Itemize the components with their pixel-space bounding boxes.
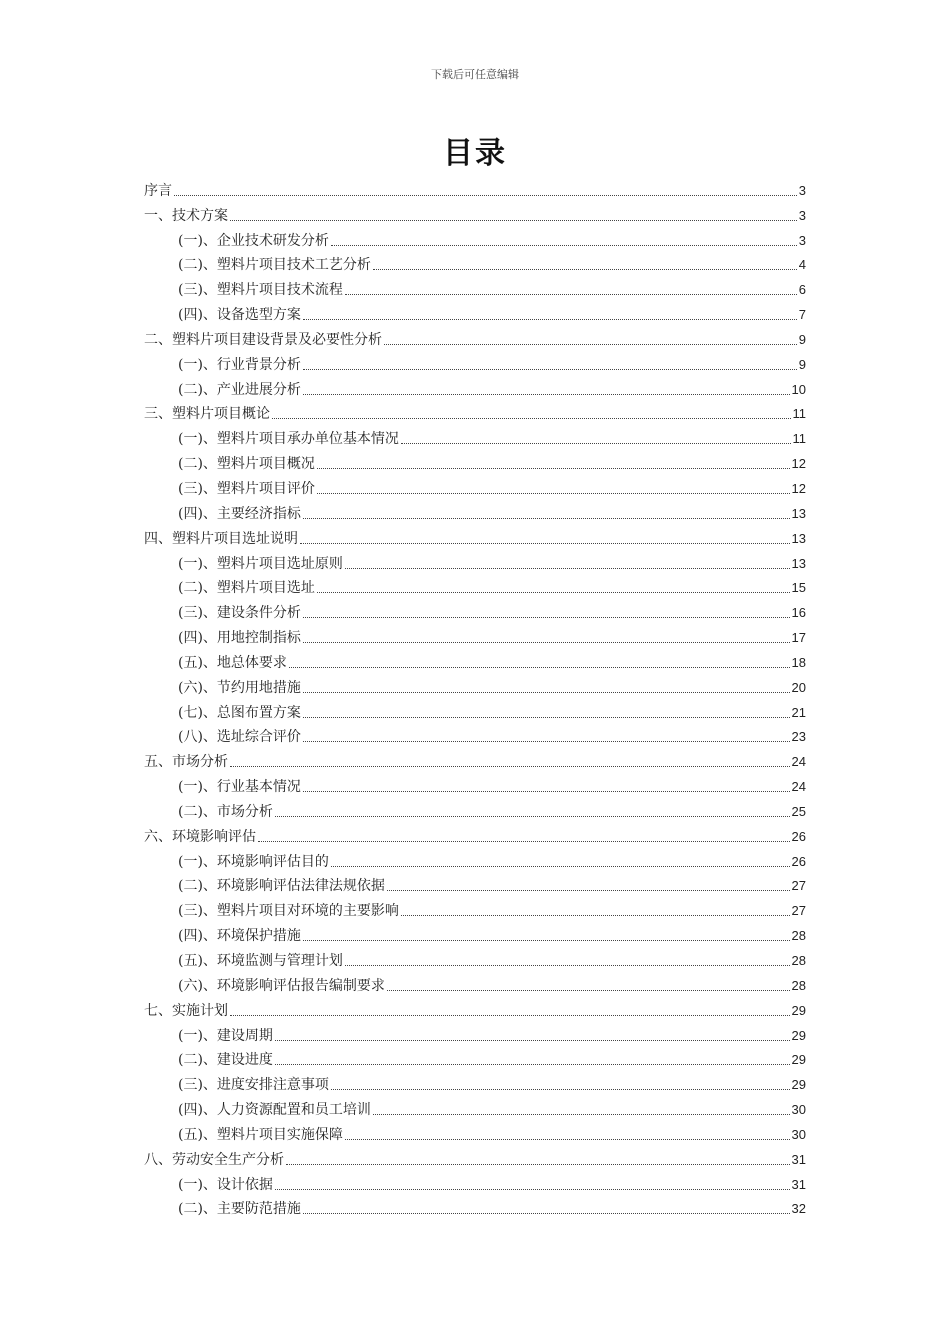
toc-entry[interactable] — [144, 498, 806, 523]
toc-entry-page: 28 — [791, 928, 806, 944]
toc-entry-page: 4 — [798, 257, 806, 273]
toc-leader-dots — [373, 1114, 790, 1115]
toc-leader-dots — [303, 642, 790, 643]
toc-entry-page: 13 — [791, 505, 806, 521]
toc-entry[interactable] — [144, 995, 806, 1020]
toc-leader-dots — [317, 592, 790, 593]
toc-entry-label: 四、塑料片项目选址说明 — [144, 530, 298, 547]
toc-entry-page: 20 — [791, 679, 806, 695]
toc-entry-page: 31 — [791, 1151, 806, 1167]
toc-entry-page: 25 — [791, 803, 806, 819]
toc-leader-dots — [289, 667, 790, 668]
toc-entry-label: (四)、人力资源配置和员工培训 — [178, 1102, 371, 1119]
toc-entry-page: 24 — [791, 754, 806, 770]
toc-entry[interactable] — [144, 573, 806, 598]
toc-entry-label: (四)、用地控制指标 — [178, 630, 301, 647]
toc-entry[interactable] — [144, 871, 806, 896]
toc-entry-label: (四)、设备选型方案 — [178, 307, 301, 324]
toc-leader-dots — [230, 766, 790, 767]
toc-entry-page: 3 — [798, 182, 806, 198]
toc-entry-label: (三)、塑料片项目技术流程 — [178, 282, 343, 299]
toc-entry[interactable] — [144, 274, 806, 299]
toc-entry-label: (六)、环境影响评估报告编制要求 — [178, 977, 385, 994]
toc-entry[interactable] — [144, 1094, 806, 1119]
toc-entry[interactable] — [144, 324, 806, 349]
toc-entry-label: (三)、塑料片项目评价 — [178, 480, 315, 497]
toc-entry-label: (三)、建设条件分析 — [178, 605, 301, 622]
toc-leader-dots — [387, 990, 790, 991]
toc-entry-page: 7 — [798, 307, 806, 323]
toc-entry-page: 31 — [791, 1176, 806, 1192]
toc-entry-label: 序言 — [144, 182, 172, 199]
toc-entry-label: (八)、选址综合评价 — [178, 729, 301, 746]
toc-entry-page: 26 — [791, 828, 806, 844]
toc-leader-dots — [345, 1139, 790, 1140]
toc-entry-label: (二)、主要防范措施 — [178, 1201, 301, 1218]
toc-entry[interactable] — [144, 548, 806, 573]
toc-entry-page: 17 — [791, 630, 806, 646]
toc-entry-page: 9 — [798, 331, 806, 347]
toc-leader-dots — [303, 617, 790, 618]
toc-entry-page: 12 — [791, 480, 806, 496]
toc-leader-dots — [401, 915, 790, 916]
page-title: 目录 — [443, 136, 507, 171]
toc-leader-dots — [258, 841, 790, 842]
toc-entry[interactable] — [144, 225, 806, 250]
toc-leader-dots — [401, 443, 791, 444]
toc-entry[interactable] — [144, 895, 806, 920]
toc-entry[interactable] — [144, 473, 806, 498]
toc-leader-dots — [300, 543, 790, 544]
toc-entry-label: (五)、塑料片项目实施保障 — [178, 1126, 343, 1143]
toc-leader-dots — [275, 816, 790, 817]
table-of-contents — [144, 175, 806, 1218]
toc-entry-page: 29 — [791, 1027, 806, 1043]
toc-entry[interactable] — [144, 448, 806, 473]
toc-leader-dots — [317, 468, 790, 469]
toc-entry[interactable] — [144, 846, 806, 871]
toc-entry-page: 24 — [791, 779, 806, 795]
toc-leader-dots — [275, 1189, 790, 1190]
toc-entry[interactable] — [144, 399, 806, 424]
toc-leader-dots — [303, 319, 797, 320]
toc-entry[interactable] — [144, 672, 806, 697]
toc-leader-dots — [272, 418, 791, 419]
toc-entry-page: 15 — [791, 580, 806, 596]
toc-entry[interactable] — [144, 1045, 806, 1070]
toc-entry[interactable] — [144, 1020, 806, 1045]
toc-entry-label: (二)、塑料片项目选址 — [178, 580, 315, 597]
toc-leader-dots — [303, 518, 790, 519]
toc-entry-page: 29 — [791, 1052, 806, 1068]
toc-entry-label: (一)、塑料片项目承办单位基本情况 — [178, 431, 399, 448]
toc-leader-dots — [345, 568, 790, 569]
toc-entry[interactable] — [144, 1169, 806, 1194]
toc-entry[interactable] — [144, 697, 806, 722]
toc-leader-dots — [230, 220, 797, 221]
toc-entry-page: 30 — [791, 1102, 806, 1118]
toc-entry-label: (一)、企业技术研发分析 — [178, 232, 329, 249]
toc-entry-page: 3 — [798, 232, 806, 248]
toc-entry-page: 21 — [791, 704, 806, 720]
toc-leader-dots — [303, 1213, 790, 1214]
toc-entry-label: 一、技术方案 — [144, 207, 228, 224]
toc-entry[interactable] — [144, 945, 806, 970]
toc-entry-label: (一)、设计依据 — [178, 1176, 273, 1193]
toc-entry[interactable] — [144, 722, 806, 747]
toc-entry[interactable] — [144, 1119, 806, 1144]
toc-entry-page: 27 — [791, 878, 806, 894]
toc-leader-dots — [387, 890, 790, 891]
toc-leader-dots — [303, 940, 790, 941]
toc-entry-page: 16 — [791, 605, 806, 621]
toc-entry[interactable] — [144, 746, 806, 771]
toc-entry[interactable] — [144, 597, 806, 622]
toc-entry-label: 三、塑料片项目概论 — [144, 406, 270, 423]
toc-entry[interactable] — [144, 1069, 806, 1094]
toc-leader-dots — [230, 1015, 790, 1016]
toc-entry-page: 28 — [791, 977, 806, 993]
toc-entry-label: 七、实施计划 — [144, 1002, 228, 1019]
toc-leader-dots — [331, 866, 790, 867]
toc-entry-label: (五)、地总体要求 — [178, 654, 287, 671]
toc-entry-label: (一)、环境影响评估目的 — [178, 853, 329, 870]
toc-entry-page: 28 — [791, 953, 806, 968]
toc-entry-label: (三)、进度安排注意事项 — [178, 1077, 329, 1094]
toc-entry[interactable] — [144, 821, 806, 846]
toc-entry[interactable] — [144, 523, 806, 548]
page-header: 下载后可任意编辑 — [431, 68, 519, 81]
toc-entry-label: (二)、产业进展分析 — [178, 381, 301, 398]
toc-entry-label: (二)、塑料片项目概况 — [178, 456, 315, 473]
toc-entry-page: 13 — [791, 555, 806, 571]
toc-entry-page: 29 — [791, 1077, 806, 1093]
toc-entry-page: 27 — [791, 903, 806, 919]
toc-leader-dots — [345, 294, 797, 295]
toc-entry-label: (四)、环境保护措施 — [178, 928, 301, 945]
toc-leader-dots — [303, 717, 790, 718]
toc-entry[interactable] — [144, 250, 806, 275]
toc-entry-label: (二)、塑料片项目技术工艺分析 — [178, 257, 371, 274]
toc-leader-dots — [303, 394, 790, 395]
toc-entry-page: 23 — [791, 729, 806, 745]
toc-entry-page: 30 — [791, 1126, 806, 1142]
toc-entry-page: 10 — [791, 381, 806, 397]
toc-entry[interactable] — [144, 1194, 806, 1219]
toc-entry[interactable] — [144, 920, 806, 945]
toc-entry-label: (一)、行业背景分析 — [178, 356, 301, 373]
toc-leader-dots — [303, 369, 797, 370]
toc-leader-dots — [345, 965, 790, 966]
toc-leader-dots — [275, 1064, 790, 1065]
toc-entry-page: 18 — [791, 654, 806, 670]
toc-entry-label: (二)、建设进度 — [178, 1052, 273, 1069]
toc-entry[interactable] — [144, 200, 806, 225]
toc-entry-label: (六)、节约用地措施 — [178, 679, 301, 696]
toc-entry-label: (四)、主要经济指标 — [178, 505, 301, 522]
toc-entry-label: (三)、塑料片项目对环境的主要影响 — [178, 903, 399, 920]
toc-entry-label: 八、劳动安全生产分析 — [144, 1151, 284, 1168]
toc-leader-dots — [317, 493, 790, 494]
toc-entry-label: 六、环境影响评估 — [144, 828, 256, 845]
toc-entry-page: 29 — [791, 1002, 806, 1018]
toc-leader-dots — [384, 344, 797, 345]
toc-entry[interactable] — [144, 1144, 806, 1169]
toc-entry-page: 13 — [791, 530, 806, 546]
toc-entry[interactable] — [144, 970, 806, 995]
toc-entry[interactable] — [144, 771, 806, 796]
toc-entry[interactable] — [144, 796, 806, 821]
toc-entry-label: (二)、市场分析 — [178, 803, 273, 820]
toc-entry-label: (二)、环境影响评估法律法规依据 — [178, 878, 385, 895]
toc-leader-dots — [331, 245, 797, 246]
toc-entry[interactable] — [144, 647, 806, 672]
toc-leader-dots — [275, 1040, 790, 1041]
toc-entry-label: (五)、环境监测与管理计划 — [178, 953, 343, 969]
toc-entry[interactable] — [144, 374, 806, 399]
toc-entry-label: (七)、总图布置方案 — [178, 704, 301, 721]
toc-leader-dots — [331, 1089, 790, 1090]
toc-entry[interactable] — [144, 423, 806, 448]
toc-leader-dots — [373, 269, 797, 270]
toc-leader-dots — [303, 741, 790, 742]
toc-entry-page: 11 — [792, 431, 806, 447]
toc-entry[interactable] — [144, 349, 806, 374]
toc-leader-dots — [303, 791, 790, 792]
toc-entry[interactable] — [144, 175, 806, 200]
toc-entry-page: 3 — [798, 207, 806, 223]
toc-entry-page: 6 — [798, 282, 806, 298]
toc-entry-page: 9 — [798, 356, 806, 372]
toc-entry-page: 12 — [791, 456, 806, 472]
toc-entry-label: (一)、建设周期 — [178, 1027, 273, 1044]
toc-entry-label: 二、塑料片项目建设背景及必要性分析 — [144, 331, 382, 348]
toc-leader-dots — [174, 195, 797, 196]
toc-entry-label: (一)、行业基本情况 — [178, 779, 301, 796]
toc-entry-label: 五、市场分析 — [144, 754, 228, 771]
toc-entry-page: 11 — [792, 406, 806, 422]
toc-leader-dots — [286, 1164, 790, 1165]
toc-leader-dots — [303, 692, 790, 693]
toc-entry-page: 26 — [791, 853, 806, 869]
toc-entry-page: 32 — [791, 1201, 806, 1217]
toc-entry[interactable] — [144, 299, 806, 324]
toc-entry[interactable] — [144, 622, 806, 647]
toc-entry-label: (一)、塑料片项目选址原则 — [178, 555, 343, 572]
